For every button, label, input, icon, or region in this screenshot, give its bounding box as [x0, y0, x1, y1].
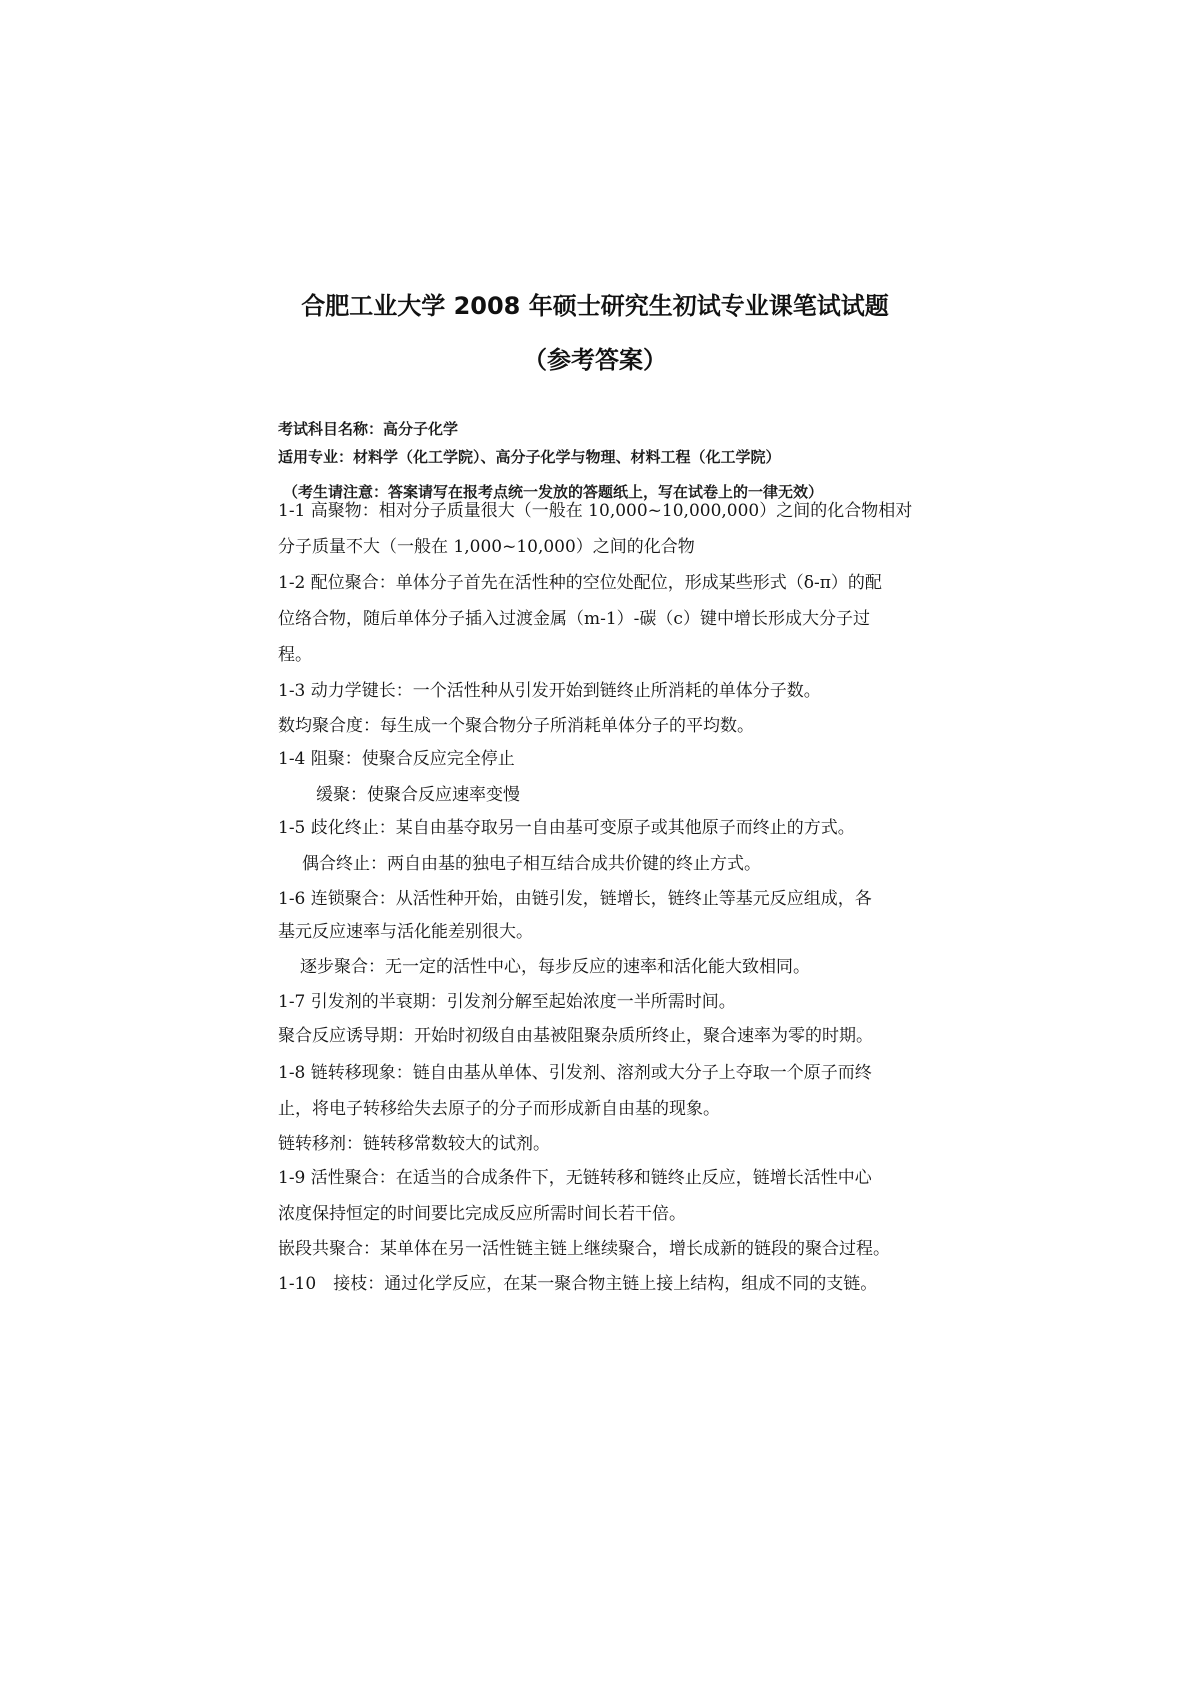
- answer-line: 1-8 链转移现象：链自由基从单体、引发剂、溶剂或大分子上夺取一个原子而终: [278, 1063, 872, 1083]
- answer-line: 数均聚合度：每生成一个聚合物分子所消耗单体分子的平均数。: [278, 716, 754, 736]
- answer-line: 1-7 引发剂的半衰期：引发剂分解至起始浓度一半所需时间。: [278, 992, 736, 1012]
- candidate-notice: （考生请注意：答案请写在报考点统一发放的答题纸上，写在试卷上的一律无效）: [283, 483, 824, 501]
- page-title: 合肥工业大学 2008 年硕士研究生初试专业课笔试试题: [301, 292, 889, 320]
- answer-line: 1-1 高聚物：相对分子质量很大（一般在 10,000~10,000,000）之间的化合物相对: [278, 501, 913, 521]
- answer-line: 1-2 配位聚合：单体分子首先在活性种的空位处配位，形成某些形式（δ-π）的配: [278, 573, 882, 593]
- answer-line: 分子质量不大（一般在 1,000~10,000）之间的化合物: [278, 537, 695, 557]
- exam-subject: 考试科目名称：高分子化学: [278, 420, 459, 438]
- answer-line: 聚合反应诱导期：开始时初级自由基被阻聚杂质所终止，聚合速率为零的时期。: [278, 1026, 873, 1046]
- answer-line: 浓度保持恒定的时间要比完成反应所需时间长若干倍。: [278, 1204, 686, 1224]
- answer-line: 嵌段共聚合：某单体在另一活性链主链上继续聚合，增长成新的链段的聚合过程。: [278, 1239, 890, 1259]
- answer-line: 逐步聚合：无一定的活性中心，每步反应的速率和活化能大致相同。: [300, 957, 810, 977]
- answer-line: 1-5 歧化终止：某自由基夺取另一自由基可变原子或其他原子而终止的方式。: [278, 818, 855, 838]
- answer-line: 链转移剂：链转移常数较大的试剂。: [278, 1134, 550, 1154]
- answer-line: 1-9 活性聚合：在适当的合成条件下，无链转移和链终止反应，链增长活性中心: [278, 1168, 872, 1188]
- answer-line: 位络合物，随后单体分子插入过渡金属（m-1）-碳（c）键中增长形成大分子过: [278, 609, 870, 629]
- answer-line: 程。: [278, 645, 312, 665]
- answer-line: 1-3 动力学键长：一个活性种从引发开始到链终止所消耗的单体分子数。: [278, 681, 821, 701]
- answer-line: 止，将电子转移给失去原子的分子而形成新自由基的现象。: [278, 1099, 720, 1119]
- answer-line: 偶合终止：两自由基的独电子相互结合成共价键的终止方式。: [302, 854, 761, 874]
- answer-line: 1-10 接枝：通过化学反应，在某一聚合物主链上接上结构，组成不同的支链。: [278, 1274, 878, 1294]
- answer-line: 缓聚：使聚合反应速率变慢: [316, 785, 520, 805]
- answer-line: 1-6 连锁聚合：从活性种开始，由链引发，链增长，链终止等基元反应组成，各: [278, 889, 872, 909]
- applicable-majors: 适用专业：材料学（化工学院）、高分子化学与物理、材料工程（化工学院）: [278, 448, 781, 466]
- answer-line: 1-4 阻聚：使聚合反应完全停止: [278, 749, 515, 769]
- answer-line: 基元反应速率与活化能差别很大。: [278, 922, 533, 942]
- page-subtitle: （参考答案）: [523, 346, 667, 374]
